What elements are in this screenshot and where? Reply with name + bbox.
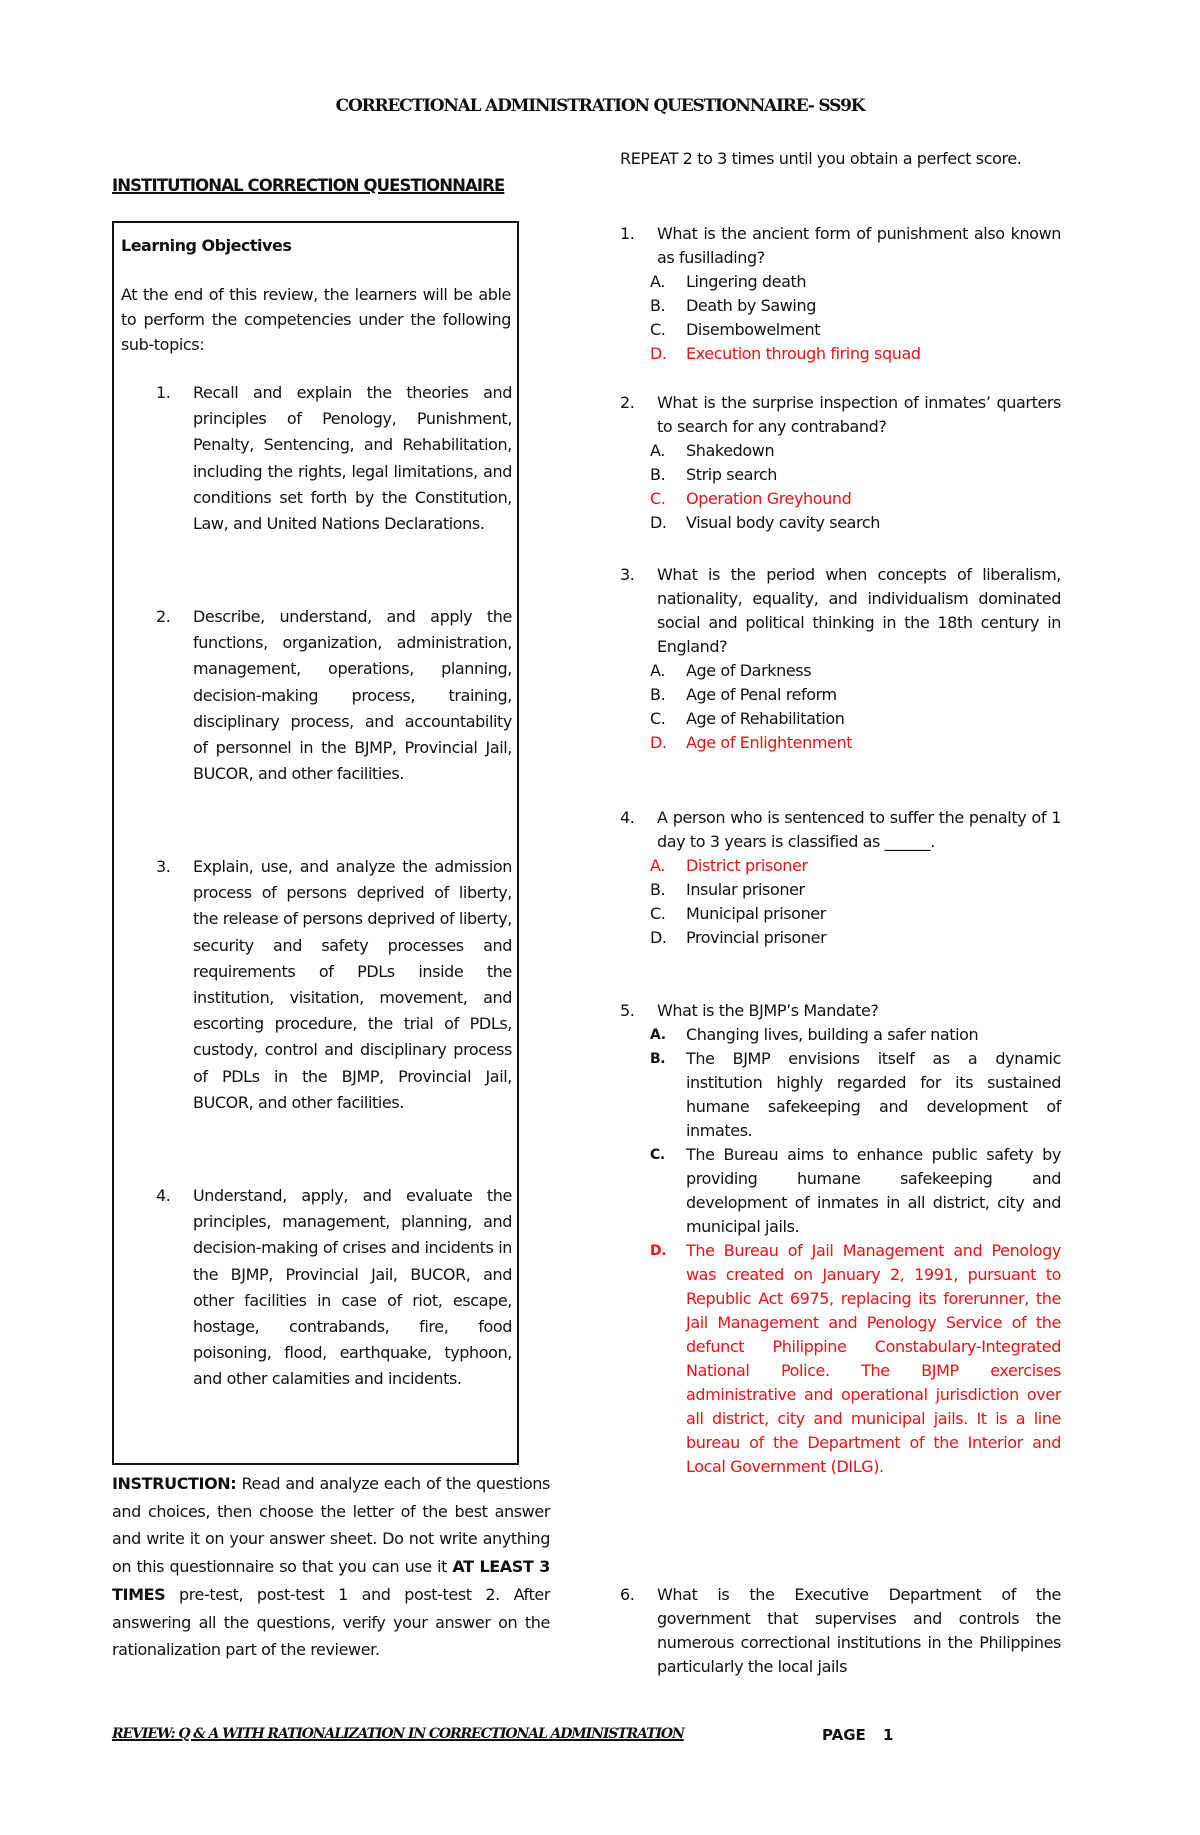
option-letter: B. xyxy=(650,685,666,704)
option-text: Execution through firing squad xyxy=(686,344,921,363)
question-item xyxy=(620,391,1061,535)
option-letter: D. xyxy=(650,513,667,532)
option-letter: D. xyxy=(650,344,667,363)
answer-option xyxy=(650,294,1061,318)
option-text: District prisoner xyxy=(686,856,808,875)
question-number: 3. xyxy=(620,565,635,584)
objective-item xyxy=(156,604,512,787)
option-text: Shakedown xyxy=(686,441,775,460)
option-text: Municipal prisoner xyxy=(686,904,826,923)
question-text: What is the BJMP’s Mandate? xyxy=(657,1001,879,1020)
answer-option xyxy=(650,270,1061,294)
question-text: A person who is sentenced to suffer the penalty of 1 day to 3 years is classified as ______. xyxy=(657,808,1061,851)
answer-option-correct xyxy=(650,487,1061,511)
objective-text: Explain, use, and analyze the admission process of persons deprived of liberty, the release of persons deprived of liberty, security and safety processes and requirements of PDLs inside the institution, visitation, movement, and escorting procedure, the trial of PDLs, custody, control and disciplinary process of PDLs in the BJMP, Provincial Jail, BUCOR, and other facilities. xyxy=(193,857,512,1112)
option-text: Death by Sawing xyxy=(686,296,816,315)
answer-option xyxy=(650,439,1061,463)
option-letter: B. xyxy=(650,1051,666,1067)
question-text: What is the surprise inspection of inmates’ quarters to search for any contraband? xyxy=(657,393,1061,436)
option-text: The Bureau aims to enhance public safety by providing humane safekeeping and development of inmates in all district, city and municipal jails. xyxy=(686,1145,1061,1236)
instruction-text-2: pre-test, post-test 1 and post-test 2. After answering all the questions, verify your answer on the rationalization part of the reviewer. xyxy=(112,1584,550,1660)
objective-number: 3. xyxy=(156,857,171,876)
option-letter: B. xyxy=(650,465,666,484)
option-letter: C. xyxy=(650,1147,665,1163)
option-letter: A. xyxy=(650,661,665,680)
objective-item xyxy=(156,1183,512,1393)
option-letter: D. xyxy=(650,733,667,752)
option-text: Age of Enlightenment xyxy=(686,733,853,752)
page-number xyxy=(822,1726,893,1744)
option-text: Lingering death xyxy=(686,272,807,291)
instruction xyxy=(112,1470,550,1664)
answer-option xyxy=(650,878,1061,902)
option-text: Insular prisoner xyxy=(686,880,805,899)
repeat-note: REPEAT 2 to 3 times until you obtain a perfect score. xyxy=(620,149,1022,168)
question-number: 1. xyxy=(620,224,635,243)
question-item xyxy=(620,806,1061,950)
option-letter: C. xyxy=(650,904,666,923)
option-text: Disembowelment xyxy=(686,320,821,339)
instruction-label: INSTRUCTION: xyxy=(112,1474,237,1493)
objective-item xyxy=(156,854,512,1116)
objective-number: 2. xyxy=(156,607,171,626)
question-item xyxy=(620,1583,1061,1679)
option-letter: B. xyxy=(650,296,666,315)
question-text: What is the ancient form of punishment also known as fusillading? xyxy=(657,224,1061,267)
question-text: What is the period when concepts of liberalism, nationality, equality, and individualism dominated social and political thinking in the 18th century in England? xyxy=(657,565,1061,656)
objective-text: Describe, understand, and apply the functions, organization, administration, management, operations, planning, decision-making process, training, disciplinary process, and accountability of personnel in the BJMP, Provincial Jail, BUCOR, and other facilities. xyxy=(193,607,512,784)
answer-option xyxy=(650,926,1061,950)
question-text: What is the Executive Department of the government that supervises and controls the numerous correctional institutions in the Philippines particularly the local jails xyxy=(657,1585,1061,1676)
answer-option xyxy=(650,511,1061,535)
answer-option xyxy=(650,463,1061,487)
answer-option xyxy=(650,707,1061,731)
answer-option xyxy=(650,902,1061,926)
option-text: Changing lives, building a safer nation xyxy=(686,1025,979,1044)
option-letter: C. xyxy=(650,320,666,339)
question-item xyxy=(620,563,1061,755)
answer-option xyxy=(650,659,1061,683)
option-letter: D. xyxy=(650,928,667,947)
option-text: The Bureau of Jail Management and Penology was created on January 2, 1991, pursuant to Republic Act 6975, replacing its forerunner, the Jail Management and Penology Service of the defunct Philippine Constabulary-Integrated National Police. The BJMP exercises administrative and operational jurisdiction over all district, city and municipal jails. It is a line bureau of the Department of the Interior and Local Government (DILG). xyxy=(686,1241,1061,1476)
option-text: Strip search xyxy=(686,465,778,484)
option-text: Age of Penal reform xyxy=(686,685,837,704)
option-letter: A. xyxy=(650,441,665,460)
objective-text: Understand, apply, and evaluate the principles, management, planning, and decision-making of crises and incidents in the BJMP, Provincial Jail, BUCOR, and other facilities in case of riot, escape, hostage, contrabands, fire, food poisoning, flood, earthquake, typhoon, and other calamities and incidents. xyxy=(193,1186,512,1389)
learning-objectives-intro: At the end of this review, the learners will be able to perform the competencies under the following sub-topics: xyxy=(121,285,511,354)
option-letter: C. xyxy=(650,489,666,508)
footer-title: REVIEW: Q & A WITH RATIONALIZATION IN CORRECTIONAL ADMINISTRATION xyxy=(112,1726,684,1742)
option-letter: A. xyxy=(650,1027,666,1043)
option-letter: D. xyxy=(650,1243,667,1259)
question-number: 6. xyxy=(620,1585,635,1604)
question-number: 5. xyxy=(620,1001,635,1020)
answer-option xyxy=(650,1047,1061,1143)
instruction-text: Read and analyze each of the questions and choices, then choose the letter of the best answer and write it on your answer sheet. Do not write anything on this questionnaire so that you can use it xyxy=(112,1474,550,1577)
answer-option-correct xyxy=(650,731,1061,755)
option-text: Provincial prisoner xyxy=(686,928,827,947)
option-letter: B. xyxy=(650,880,666,899)
answer-option-correct xyxy=(650,342,1061,366)
option-text: Age of Rehabilitation xyxy=(686,709,845,728)
objective-number: 4. xyxy=(156,1186,171,1205)
answer-option-correct xyxy=(650,854,1061,878)
answer-option xyxy=(650,1023,1061,1047)
option-letter: A. xyxy=(650,272,665,291)
question-number: 4. xyxy=(620,808,635,827)
page-value: 1 xyxy=(883,1726,894,1744)
option-text: Operation Greyhound xyxy=(686,489,852,508)
answer-option xyxy=(650,318,1061,342)
document-title: CORRECTIONAL ADMINISTRATION QUESTIONNAIRE- SS9K xyxy=(335,96,865,116)
learning-objectives-title: Learning Objectives xyxy=(121,236,292,255)
option-letter: A. xyxy=(650,856,665,875)
instruction-emphasis: AT LEAST 3 TIMES xyxy=(112,1557,550,1604)
objective-number: 1. xyxy=(156,383,171,402)
page-label: PAGE xyxy=(822,1726,866,1744)
question-item xyxy=(620,222,1061,366)
option-text: Visual body cavity search xyxy=(686,513,881,532)
objective-item xyxy=(156,380,512,537)
section-heading: INSTITUTIONAL CORRECTION QUESTIONNAIRE xyxy=(112,176,505,195)
answer-option xyxy=(650,683,1061,707)
option-text: Age of Darkness xyxy=(686,661,812,680)
option-text: The BJMP envisions itself as a dynamic institution highly regarded for its sustained humane safekeeping and development of inmates. xyxy=(686,1049,1061,1140)
question-item xyxy=(620,999,1061,1479)
answer-option-correct xyxy=(650,1239,1061,1479)
answer-option xyxy=(650,1143,1061,1239)
option-letter: C. xyxy=(650,709,666,728)
objective-text: Recall and explain the theories and principles of Penology, Punishment, Penalty, Sentencing, and Rehabilitation, including the rights, legal limitations, and conditions set forth by the Constitution, Law, and United Nations Declarations. xyxy=(193,383,512,534)
question-number: 2. xyxy=(620,393,635,412)
